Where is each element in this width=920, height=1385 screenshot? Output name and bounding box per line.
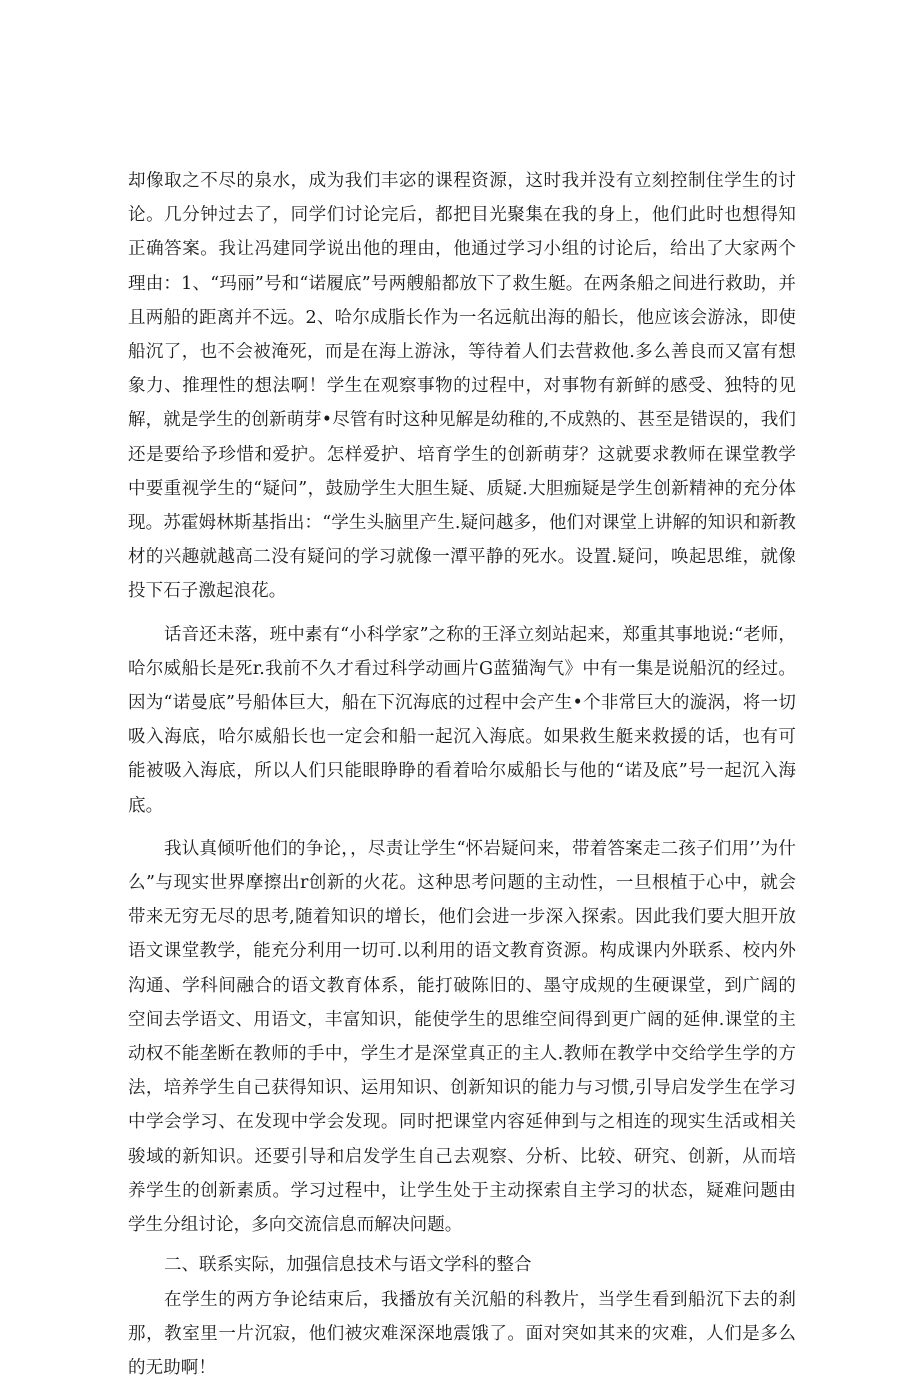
paragraph-2: 话音还未落，班中素有“小科学家”之称的王泽立刻站起来，郑重其事地说:“老师，哈尔威船长是死r.我前不久才看过科学动画片G蓝猫淘气》中有一集是说船沉的经过。因为“诺曼底”号船体巨大，船在下沉海底的过程中会产生•个非常巨大的漩涡，将一切吸入海底，哈尔威船长也一定会和船一起沉入海底。如果救生艇来救援的话，也有可能被吸入海底，所以人们只能眼睁睁的看着哈尔威船长与他的“诺及底”号一起沉入海底。: [128, 618, 796, 823]
paragraph-1: 却像取之不尽的泉水，成为我们丰宓的课程资源，这时我并没有立刻控制住学生的讨论。几分钟过去了，同学们讨论完后，都把目光聚集在我的身上，他们此时也想得知正确答案。我让冯建同学说出他的理由，他通过学习小组的讨论后，给出了大家两个理由：1、“玛丽”号和“诺履底”号两艘船都放下了救生艇。在两条船之间进行救助，并且两船的距离并不远。2、哈尔成脂长作为一名远航出海的船长，他应该会游泳，即使船沉了，也不会被淹死，而是在海上游泳，等待着人们去营救他.多么善良而又富有想象力、推理性的想法啊！学生在观察事物的过程中，对事物有新鲜的感受、独特的见解，就是学生的创新萌芽•尽管有时这种见解是幼稚的,不成熟的、甚至是错误的，我们还是要给予珍惜和爱护。怎样爱护、培育学生的创新萌芽？这就要求教师在课堂教学中要重视学生的“疑问”，鼓励学生大胆生疑、质疑.大胆痂疑是学生创新精神的充分体现。苏霍姆林斯基指出：“学生头脑里产生.疑问越多，他们对课堂上讲解的知识和新教材的兴趣就越高二没有疑问的学习就像一潭平静的死水。设置.疑问，唤起思维，就像投下石子激起浪花。: [128, 164, 796, 609]
section-heading: 二、联系实际，加强信息技术与语文学科的整合: [128, 1248, 796, 1282]
document-page: [128, 164, 796, 1385]
paragraph-4: 在学生的两方争论结束后，我播放有关沉船的科教片，当学生看到船沉下去的刹那，教室里一片沉寂，他们被灾难深深地震饿了。面对突如其来的灾难，人们是多么的无助啊！: [128, 1283, 796, 1385]
paragraph-3: 我认真倾听他们的争论，，尽责让学生“怀岩疑问来，带着答案走二孩子们用’’为什么”与现实世界摩擦出r创新的火花。这种思考问题的主动性，一旦根植于心中，就会带来无穷无尽的思考,随着知识的增长，他们会进一步深入探索。因此我们要大胆开放语文课堂教学，能充分利用一切可.以利用的语文教育资源。构成课内外联系、校内外沟通、学科间融合的语文教育体系，能打破陈旧的、墨守成规的生硬课堂，到广阔的空间去学语文、用语文，丰富知识，能使学生的思维空间得到更广阔的延伸.课堂的主动权不能垄断在教师的手中，学生才是深堂真正的主人.教师在教学中交给学生学的方法，培养学生自己获得知识、运用知识、创新知识的能力与习惯,引导启发学生在学习中学会学习、在发现中学会发现。同时把课堂内容延伸到与之相连的现实生活或相关骏域的新知识。还要引导和启发学生自己去观察、分析、比较、研究、创新，从而培养学生的创新素质。学习过程中，让学生处于主动探索自主学习的状态，疑难问题由学生分组讨论，多向交流信息而解决问题。: [128, 832, 796, 1242]
